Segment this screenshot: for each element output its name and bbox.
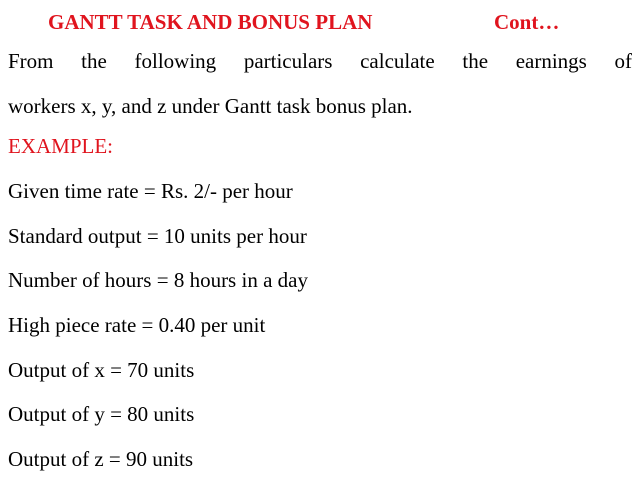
title-row	[48, 10, 638, 40]
given-output-y: Output of y = 80 units	[8, 402, 195, 426]
given-standard-output: Standard output = 10 units per hour	[8, 224, 307, 248]
question-line-2: workers x, y, and z under Gantt task bonus plan.	[8, 94, 413, 118]
given-output-x: Output of x = 70 units	[8, 358, 195, 382]
continuation-label: Cont…	[494, 10, 560, 34]
given-output-z: Output of z = 90 units	[8, 447, 194, 471]
example-label: EXAMPLE:	[8, 134, 113, 158]
given-high-piece-rate: High piece rate = 0.40 per unit	[8, 313, 266, 337]
given-number-of-hours: Number of hours = 8 hours in a day	[8, 268, 308, 292]
question-line-1: From the following particulars calculate the earnings of	[8, 49, 632, 73]
slide-title: GANTT TASK AND BONUS PLAN	[48, 10, 373, 34]
given-time-rate: Given time rate = Rs. 2/- per hour	[8, 179, 293, 203]
